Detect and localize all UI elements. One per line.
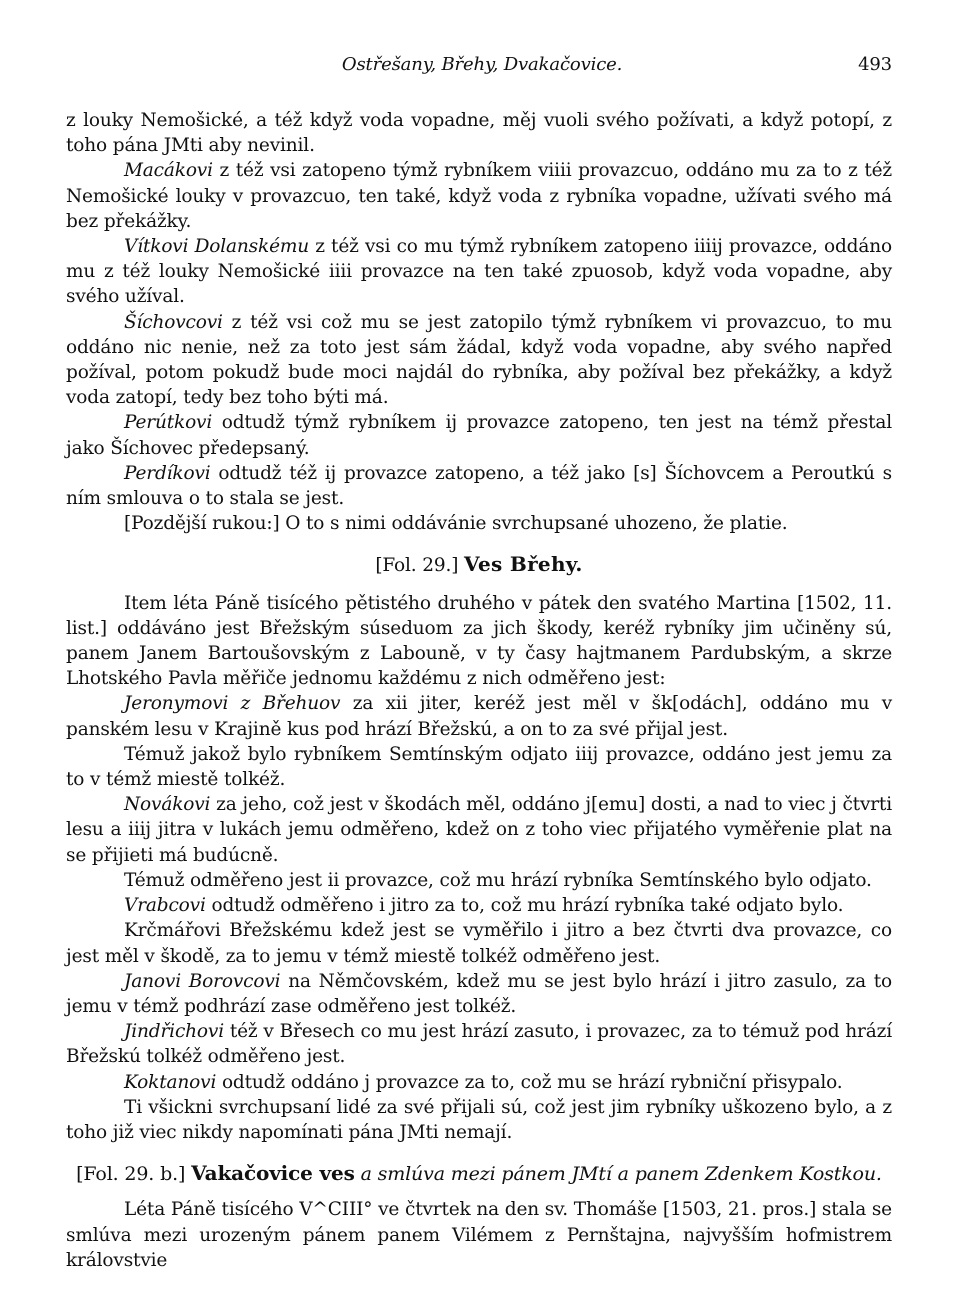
- person-name: Janovi Borovcovi: [124, 970, 281, 992]
- person-name: Koktanovi: [124, 1071, 217, 1093]
- paragraph-vitkovi: [66, 234, 892, 310]
- section-subtitle: a smlúva mezi pánem JMtí a panem Zdenkem Kostkou.: [354, 1163, 882, 1186]
- paragraph-novakovi: [66, 792, 892, 868]
- paragraph-text: za jeho, což jest v škodách měl, oddáno j[emu] dosti, a nad to viec j čtvrti lesu a iiij jitra v lukách jemu odměřeno, kdež on z toho viec přijatého vyměřenie plat na se přijieti má budúcně.: [66, 794, 892, 866]
- paragraph-text: též v Břesech co mu jest hrází zasuto, i provazec, za to témuž pod hrází Břežskú tolkéž odměřeno jest.: [66, 1021, 892, 1068]
- running-title: Ostřešany, Břehy, Dvakačovice.: [341, 54, 623, 75]
- paragraph-text: na Němčovském, kdež mu se jest bylo hrází i jitro zasulo, za to jemu v témž podhrází zase odměřeno jest tolkéž.: [66, 970, 892, 1017]
- person-name: Šíchovcovi: [124, 311, 223, 333]
- paragraph-leta-pane: Léta Páně tisícého V^CIII° ve čtvrtek na den sv. Thomáše [1503, 21. pros.] stala se smlúva mezi urozeným pánem panem Vilémem z Pernštajna, najvyšším hofmistrem královstvie: [66, 1199, 892, 1271]
- paragraph-perdikovi: [66, 461, 892, 511]
- paragraph-later-hand: [Pozdější rukou:] O to s nimi oddávánie svrchupsané uhozeno, že platie.: [124, 513, 788, 535]
- paragraph-text: odtudž odměřeno i jitro za to, což mu hrází rybníka také odjato bylo.: [205, 895, 844, 917]
- person-name: Novákovi: [124, 794, 211, 816]
- paragraph-text: za xii jiter, keréž jest měl v šk[odách], oddáno mu v panském lesu v Krajině kus pod hrází Břežskú, a on to za své přijal jest.: [66, 693, 892, 740]
- paragraph-krcmarovi: Krčmářovi Břežskému kdež jest se vyměřilo i jitro a bez čtvrti dva provazce, co jest měl v škodě, za to jemu v témž miestě tolkéž odměřeno jest.: [66, 920, 892, 967]
- person-name: Vítkovi Dolanskému: [124, 236, 310, 258]
- paragraph-text: odtudž oddáno j provazce za to, což mu se hrází rybniční přisypalo.: [216, 1071, 843, 1093]
- paragraph-text: z též vsi což mu se jest zatopilo týmž rybníkem vi provazcuo, to mu oddáno nic nenie, než za toto jest sám žádal, když voda vopadne, aby svého napřed požíval, potom pokudž bude moci najdál do rybníka, aby požíval bez překážky, a když voda zatopí, tedy bez toho býti má.: [66, 311, 892, 409]
- person-name: Perútkovi: [124, 412, 213, 434]
- paragraph-macakovi: [66, 158, 892, 234]
- paragraph-perutkovi: [66, 410, 892, 460]
- paragraph-text: z též vsi zatopeno týmž rybníkem viiii provazcuo, oddáno mu za to z též Nemošické louky v provazcuo, ten také, když voda z rybníka vopadne, užívati svého má bez překážky.: [66, 160, 892, 232]
- paragraph-item: Item léta Páně tisícého pětistého druhého v pátek den svatého Martina [1502, 11. list.] oddáváno jest Břežským súseduom za jich škody, keréž rybníky jim učiněny sú, panem Janem Bartoušovským z Labouně, v ty časy hajtmanem Pardubským, a skrze Lhotského Pavla měřiče jednomu každému z nich odměřeno jest:: [66, 592, 892, 690]
- section-heading-vakacovice: [66, 1161, 892, 1187]
- paragraph-jeronymovi: [66, 691, 892, 741]
- paragraph-text: z též vsi co mu týmž rybníkem zatopeno iiiij provazce, oddáno mu z též louky Nemošické iiii provazce na ten také zpuosob, když voda vopadne, aby svého užíval.: [66, 236, 892, 308]
- person-name: Perdíkovi: [124, 462, 211, 484]
- paragraph-continuation: z louky Nemošické, a též když voda vopadne, měj vuoli svého požívati, a když potopí, z toho pána JMti aby nevinil.: [66, 110, 892, 157]
- paragraph-vrabcovi: [66, 893, 892, 918]
- running-header: [66, 52, 892, 86]
- section-heading-brehy: [66, 552, 892, 578]
- person-name: Jindřichovi: [124, 1021, 224, 1043]
- folio-reference: [Fol. 29.]: [375, 555, 459, 577]
- paragraph-jindrichovi: [66, 1019, 892, 1069]
- page-number: 493: [858, 54, 892, 75]
- paragraph-summary: Ti všickni svrchupsaní lidé za své přijali sú, což jest jim rybníky uškozeno bylo, a z toho již viec nikdy napomínati pána JMti nemají.: [66, 1096, 892, 1143]
- paragraph-sichovcovi: [66, 310, 892, 411]
- section-title: Ves Břehy.: [464, 552, 583, 577]
- folio-reference: [Fol. 29. b.]: [76, 1163, 186, 1186]
- paragraph-janovi: [66, 969, 892, 1019]
- paragraph-temuz-1: Témuž jakož bylo rybníkem Semtínským odjato iiij provazce, oddáno jest jemu za to v témž miestě tolkéž.: [66, 743, 892, 791]
- person-name: Vrabcovi: [124, 895, 206, 917]
- person-name: Macákovi: [124, 160, 213, 182]
- paragraph-koktanovi: [66, 1070, 892, 1095]
- paragraph-text: odtudž týmž rybníkem ij provazce zatopeno, ten jest na témž přestal jako Šíchovec předepsaný.: [66, 412, 892, 459]
- section-title: Vakačovice ves: [191, 1161, 355, 1186]
- person-name: Jeronymovi z Břehuov: [124, 693, 341, 715]
- paragraph-temuz-2: Témuž odměřeno jest ii provazce, což mu hrází rybníka Semtínského bylo odjato.: [124, 869, 872, 891]
- paragraph-text: odtudž též ij provazce zatopeno, a též jako [s] Šíchovcem a Peroutkú s ním smlouva o to stala se jest.: [66, 462, 892, 510]
